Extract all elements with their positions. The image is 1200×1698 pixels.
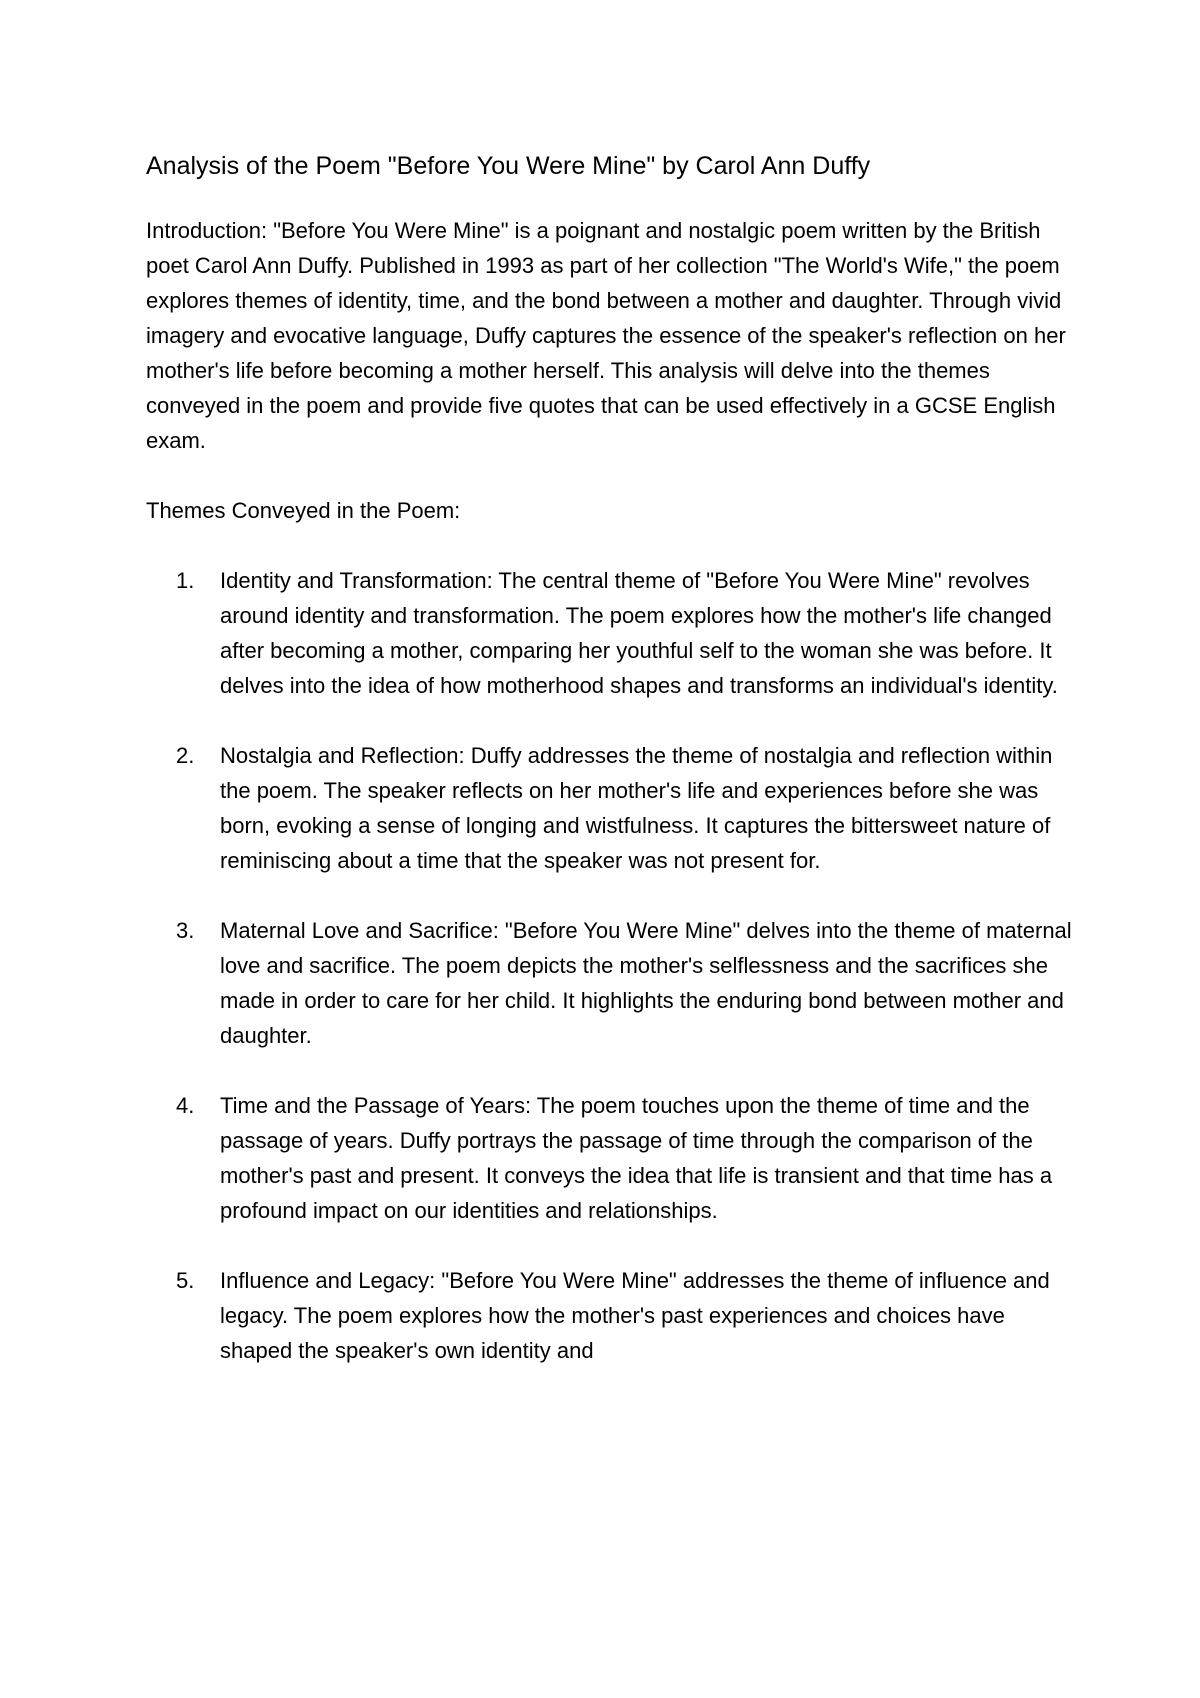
- document-page: [146, 148, 1076, 1403]
- theme-number: 3.: [176, 918, 195, 943]
- theme-number: 2.: [176, 743, 195, 768]
- themes-list: [146, 563, 1076, 1368]
- theme-item-4: [146, 1088, 1076, 1228]
- theme-item-1: [146, 563, 1076, 703]
- theme-text: Time and the Passage of Years: The poem touches upon the theme of time and the passage of years. Duffy portrays the passage of time through the comparison of the mother's past and present. It conveys the idea that life is transient and that time has a profound impact on our identities and relationships.: [220, 1093, 1053, 1223]
- introduction-paragraph: Introduction: "Before You Were Mine" is a poignant and nostalgic poem written by the British poet Carol Ann Duffy. Published in 1993 as part of her collection "The World's Wife," the poem explores themes of identity, time, and the bond between a mother and daughter. Through vivid imagery and evocative language, Duffy captures the essence of the speaker's reflection on her mother's life before becoming a mother herself. This analysis will delve into the themes conveyed in the poem and provide five quotes that can be used effectively in a GCSE English exam.: [146, 218, 1066, 453]
- theme-number: 1.: [176, 568, 195, 593]
- theme-item-2: [146, 738, 1076, 878]
- theme-number: 4.: [176, 1093, 195, 1118]
- theme-text: Influence and Legacy: "Before You Were Mine" addresses the theme of influence and legacy. The poem explores how the mother's past experiences and choices have shaped the speaker's own identity and: [220, 1268, 1050, 1363]
- theme-item-5: [146, 1263, 1076, 1368]
- document-title: Analysis of the Poem "Before You Were Mine" by Carol Ann Duffy: [146, 152, 871, 180]
- themes-heading: Themes Conveyed in the Poem:: [146, 498, 461, 523]
- theme-text: Maternal Love and Sacrifice: "Before You Were Mine" delves into the theme of maternal love and sacrifice. The poem depicts the mother's selflessness and the sacrifices she made in order to care for her child. It highlights the enduring bond between mother and daughter.: [220, 918, 1072, 1048]
- theme-number: 5.: [176, 1268, 195, 1293]
- theme-item-3: [146, 913, 1076, 1053]
- theme-text: Identity and Transformation: The central theme of "Before You Were Mine" revolves around identity and transformation. The poem explores how the mother's life changed after becoming a mother, comparing her youthful self to the woman she was before. It delves into the idea of how motherhood shapes and transforms an individual's identity.: [220, 568, 1058, 698]
- theme-text: Nostalgia and Reflection: Duffy addresses the theme of nostalgia and reflection within the poem. The speaker reflects on her mother's life and experiences before she was born, evoking a sense of longing and wistfulness. It captures the bittersweet nature of reminiscing about a time that the speaker was not present for.: [220, 743, 1053, 873]
